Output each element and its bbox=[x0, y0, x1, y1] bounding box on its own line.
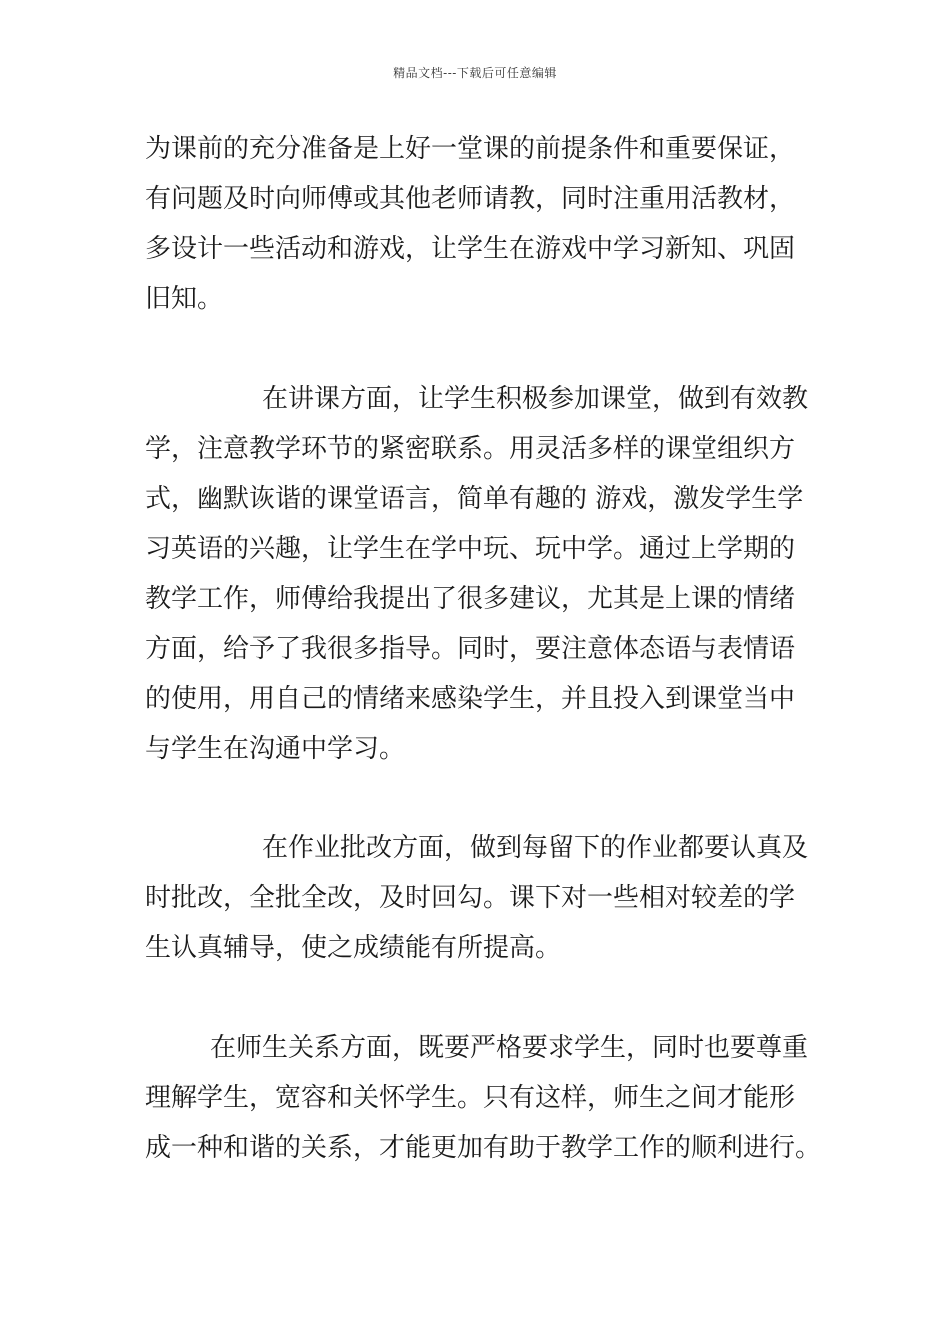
paragraph-3-line-1: 在作业批改方面，做到每留下的作业都要认真及 bbox=[262, 833, 809, 863]
paragraph-3-line-2: 时批改，全批全改，及时回勾。课下对一些相对较差的学 bbox=[145, 883, 796, 913]
paragraph-4-line-3: 成一种和谐的关系，才能更加有助于教学工作的顺利进行。 bbox=[145, 1133, 822, 1163]
paragraph-2-line-8: 与学生在沟通中学习。 bbox=[145, 734, 406, 764]
paragraph-2-line-7: 的使用，用自己的情绪来感染学生，并且投入到课堂当中 bbox=[145, 684, 796, 714]
paragraph-2-line-6: 方面，给予了我很多指导。同时，要注意体态语与表情语 bbox=[145, 634, 796, 664]
paragraph-2-line-3: 式，幽默诙谐的课堂语言，简单有趣的 游戏，激发学生学 bbox=[145, 484, 804, 514]
paragraph-2-line-5: 教学工作，师傅给我提出了很多建议，尤其是上课的情绪 bbox=[145, 584, 796, 614]
paragraph-3-line-3: 生认真辅导，使之成绩能有所提高。 bbox=[145, 933, 562, 963]
paragraph-1-line-2: 有问题及时向师傅或其他老师请教，同时注重用活教材， bbox=[145, 184, 796, 214]
page-header: 精品文档---下载后可任意编辑 bbox=[393, 66, 557, 80]
paragraph-1-line-1: 为课前的充分准备是上好一堂课的前提条件和重要保证， bbox=[145, 134, 796, 164]
paragraph-2-line-1: 在讲课方面，让学生积极参加课堂，做到有效教 bbox=[262, 384, 809, 414]
paragraph-1-line-4: 旧知。 bbox=[145, 284, 224, 314]
paragraph-2-line-4: 习英语的兴趣，让学生在学中玩、玩中学。通过上学期的 bbox=[145, 534, 796, 564]
paragraph-4-line-1: 在师生关系方面，既要严格要求学生，同时也要尊重 bbox=[210, 1033, 809, 1063]
paragraph-2-line-2: 学，注意教学环节的紧密联系。用灵活多样的课堂组织方 bbox=[145, 434, 796, 464]
paragraph-4-line-2: 理解学生，宽容和关怀学生。只有这样，师生之间才能形 bbox=[145, 1083, 796, 1113]
paragraph-1-line-3: 多设计一些活动和游戏，让学生在游戏中学习新知、巩固 bbox=[145, 234, 796, 264]
